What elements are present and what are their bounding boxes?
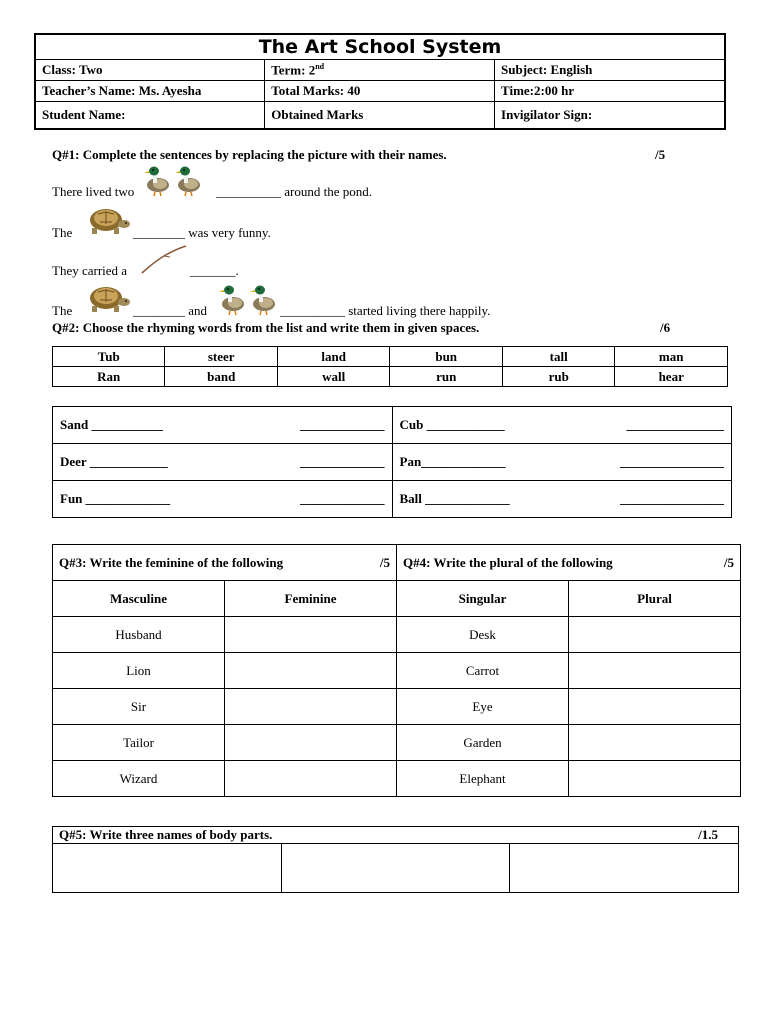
rhyme-word: rub: [502, 367, 614, 387]
rhyme-answer-cell[interactable]: [53, 407, 393, 444]
plural-answer-cell[interactable]: [569, 689, 741, 725]
q2-marks: /6: [660, 320, 671, 335]
rhyme-word-list: [52, 346, 728, 387]
rhyme-blank: _____________: [300, 417, 385, 432]
q1-sentence-3-start: They carried a: [52, 263, 128, 278]
rhyme-blank: ________________: [620, 454, 724, 469]
duck-icon: [248, 283, 280, 317]
singular-word: Desk: [397, 617, 569, 653]
header-table: [34, 33, 726, 130]
rhyme-answer-cell[interactable]: [392, 444, 732, 481]
singular-word: Elephant: [397, 761, 569, 797]
school-title: The Art School System: [35, 34, 725, 60]
stick-icon: [140, 244, 188, 276]
q3-marks: /5: [379, 554, 390, 570]
rhyme-word: Tub: [53, 347, 165, 367]
feminine-column-header: Feminine: [225, 581, 397, 617]
q5-title: Q#5: Write three names of body parts.: [59, 827, 273, 842]
time-label: Time:2:00 hr: [501, 83, 575, 98]
duck-icon: [173, 164, 205, 198]
masculine-word: Tailor: [53, 725, 225, 761]
rhyme-blank: _____________: [300, 454, 385, 469]
student-name-field[interactable]: [35, 102, 265, 130]
q4-header: [397, 545, 741, 581]
q5-header: [53, 827, 739, 844]
singular-word: Garden: [397, 725, 569, 761]
obtained-marks-label: Obtained Marks: [271, 107, 364, 122]
feminine-answer-cell[interactable]: [225, 761, 397, 797]
body-part-answer-cell[interactable]: [53, 844, 282, 893]
plural-answer-cell[interactable]: [569, 653, 741, 689]
turtle-icon: [82, 282, 132, 314]
plural-answer-cell[interactable]: [569, 761, 741, 797]
turtle-icon: [82, 204, 132, 236]
rhyme-blank: _______________: [626, 417, 724, 432]
plural-answer-cell[interactable]: [569, 617, 741, 653]
rhyme-prompt: Pan_____________: [399, 454, 506, 469]
rhyme-word: land: [277, 347, 389, 367]
rhyme-word: man: [615, 347, 728, 367]
rhyme-prompt: Sand ___________: [60, 417, 163, 432]
masculine-word: Lion: [53, 653, 225, 689]
term-superscript: nd: [315, 61, 325, 71]
q1-sentence-4-middle: ________ and: [133, 303, 208, 318]
body-part-answer-cell[interactable]: [281, 844, 510, 893]
total-marks-label: Total Marks: 40: [271, 83, 361, 98]
rhyme-word: tall: [502, 347, 614, 367]
rhyme-prompt: Cub ____________: [399, 417, 505, 432]
subject-label: Subject: English: [501, 62, 593, 77]
q1-sentence-3-end: _______.: [190, 263, 239, 278]
masculine-word: Sir: [53, 689, 225, 725]
plural-column-header: Plural: [569, 581, 741, 617]
q5-marks: /1.5: [698, 827, 718, 842]
body-part-answer-cell[interactable]: [510, 844, 739, 893]
rhyme-word: run: [390, 367, 502, 387]
q3-header: [53, 545, 397, 581]
rhyme-prompt: Ball _____________: [399, 491, 510, 506]
obtained-marks-field[interactable]: [265, 102, 495, 130]
feminine-answer-cell[interactable]: [225, 725, 397, 761]
rhyme-word: band: [165, 367, 277, 387]
rhyme-word: Ran: [53, 367, 165, 387]
invigilator-label: Invigilator Sign:: [501, 107, 593, 122]
rhyme-word: wall: [277, 367, 389, 387]
q1-sentence-4-start: The: [52, 303, 73, 318]
student-name-label: Student Name:: [42, 107, 126, 122]
term-label: Term: 2: [271, 62, 316, 78]
q1-sentence-1-start: There lived two: [52, 184, 135, 199]
rhyme-answer-cell[interactable]: [53, 481, 393, 518]
plural-answer-cell[interactable]: [569, 725, 741, 761]
feminine-answer-cell[interactable]: [225, 617, 397, 653]
rhyme-answer-cell[interactable]: [392, 407, 732, 444]
rhyme-blank: _____________: [300, 491, 385, 506]
q4-marks: /5: [723, 554, 734, 570]
duck-icon: [142, 164, 174, 198]
singular-word: Eye: [397, 689, 569, 725]
singular-column-header: Singular: [397, 581, 569, 617]
q1-sentence-2-end: ________ was very funny.: [133, 225, 271, 240]
masculine-word: Husband: [53, 617, 225, 653]
q1-sentence-2-start: The: [52, 225, 73, 240]
masculine-word: Wizard: [53, 761, 225, 797]
q1-marks: /5: [655, 147, 666, 162]
q3-title: Q#3: Write the feminine of the following: [59, 554, 284, 570]
q1-sentence-4-end: __________ started living there happily.: [280, 303, 491, 318]
rhyme-prompt: Fun _____________: [60, 491, 171, 506]
rhyme-answer-cell[interactable]: [53, 444, 393, 481]
rhyme-word: bun: [390, 347, 502, 367]
rhyme-prompt: Deer ____________: [60, 454, 168, 469]
rhyme-blank: ________________: [620, 491, 724, 506]
q1-title: Q#1: Complete the sentences by replacing the picture with their names.: [52, 147, 447, 162]
masculine-column-header: Masculine: [53, 581, 225, 617]
rhyme-word: hear: [615, 367, 728, 387]
feminine-answer-cell[interactable]: [225, 689, 397, 725]
rhyme-answer-table: [52, 406, 732, 518]
body-parts-table: [52, 826, 739, 893]
duck-icon: [217, 283, 249, 317]
rhyme-answer-cell[interactable]: [392, 481, 732, 518]
class-label: Class: Two: [42, 62, 103, 77]
feminine-answer-cell[interactable]: [225, 653, 397, 689]
q1-sentence-1-end: __________ around the pond.: [216, 184, 372, 199]
teacher-label: Teacher’s Name: Ms. Ayesha: [42, 83, 202, 98]
singular-word: Carrot: [397, 653, 569, 689]
rhyme-word: steer: [165, 347, 277, 367]
q4-title: Q#4: Write the plural of the following: [403, 554, 613, 570]
q2-title: Q#2: Choose the rhyming words from the list and write them in given spaces.: [52, 320, 480, 335]
gender-plural-table: [52, 544, 741, 797]
invigilator-sign-field[interactable]: [495, 102, 725, 130]
